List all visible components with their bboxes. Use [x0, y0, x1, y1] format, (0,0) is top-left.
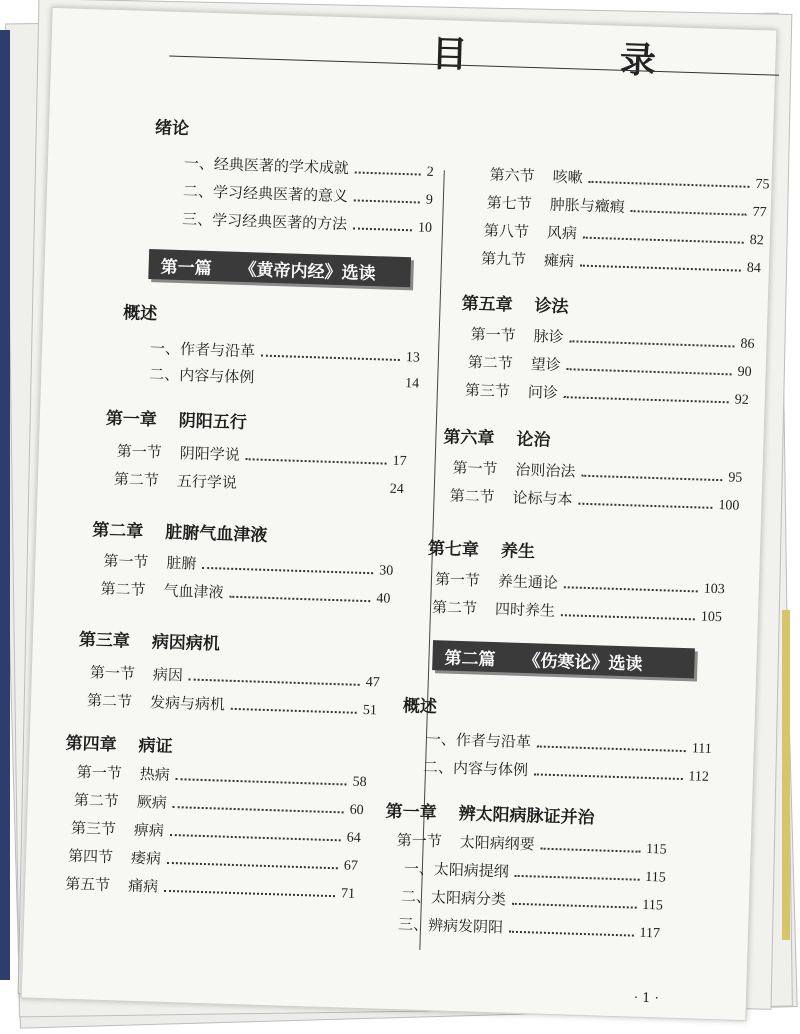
- chapter-number: 第一章: [105, 408, 158, 431]
- part-title: 《黄帝内经》选读: [239, 259, 376, 284]
- section-number: 第六节: [489, 165, 535, 186]
- section-title: 望诊: [530, 355, 562, 375]
- leader-dots: [231, 708, 357, 714]
- page-title: 目 录: [430, 32, 727, 85]
- section-number: 第一节: [470, 325, 516, 345]
- toc-entry-page: 112: [688, 769, 710, 785]
- chapter-title: 辨太阳病脉证并治: [458, 804, 595, 829]
- chapter-heading[interactable]: [65, 729, 173, 757]
- toc-entry-page: 95: [728, 470, 743, 486]
- toc-entry[interactable]: [449, 485, 740, 516]
- toc-entry[interactable]: [426, 728, 713, 759]
- toc-entry[interactable]: [116, 440, 407, 471]
- section-number: 第一节: [452, 458, 498, 479]
- section-title: 痹病: [133, 820, 165, 840]
- toc-entry-page: 115: [645, 841, 667, 858]
- toc-entry-label: 二、太阳病分类: [400, 887, 507, 909]
- section-title: 问诊: [527, 382, 559, 402]
- toc-entry-label: 二、学习经典医著的意义: [182, 182, 349, 206]
- section-number: 第二节: [73, 790, 120, 811]
- leader-dots: [170, 834, 341, 841]
- leader-dots: [567, 368, 732, 375]
- toc-entry-page: 103: [703, 581, 726, 598]
- chapter-number: 第四章: [65, 733, 117, 756]
- toc-entry-page: 17: [392, 453, 407, 470]
- leader-dots: [164, 890, 335, 897]
- leader-dots: [537, 745, 686, 752]
- toc-entry[interactable]: [470, 323, 755, 354]
- section-title: 四时养生: [494, 600, 556, 620]
- leader-dots: [355, 171, 421, 175]
- book-cover-edge: [0, 30, 10, 980]
- section-number: 第四节: [67, 846, 114, 867]
- section-title: 阴阳学说: [179, 444, 241, 464]
- section-title: 厥病: [136, 792, 168, 812]
- section-number: 第二节: [86, 691, 133, 711]
- toc-page: [21, 7, 778, 1021]
- overview-heading: 概述: [402, 696, 438, 718]
- chapter-number: 第二章: [92, 520, 144, 542]
- leader-dots: [354, 199, 420, 203]
- toc-entry-page: 75: [755, 177, 770, 193]
- toc-entry[interactable]: [100, 578, 391, 609]
- toc-entry-page: 84: [746, 260, 762, 277]
- part-banner: [432, 640, 695, 678]
- part-number: 第二篇: [444, 648, 496, 670]
- chapter-number: 第六章: [443, 427, 495, 449]
- section-number: 第一节: [103, 551, 149, 572]
- toc-entry-page: 9: [425, 192, 434, 208]
- toc-entry[interactable]: [467, 351, 752, 382]
- toc-entry-page: 111: [691, 741, 712, 757]
- toc-entry[interactable]: [90, 661, 381, 692]
- toc-entry-page: 115: [644, 869, 666, 886]
- toc-entry-label: 二、内容与体例: [148, 365, 255, 387]
- section-number: 第一节: [396, 831, 443, 851]
- toc-entry[interactable]: [398, 913, 661, 943]
- toc-entry[interactable]: [452, 457, 743, 488]
- toc-entry-label: 三、辨病发阴阳: [397, 915, 504, 937]
- toc-entry[interactable]: [435, 568, 726, 599]
- leader-dots: [541, 848, 640, 853]
- chapter-title: 论治: [516, 429, 551, 451]
- leader-dots: [570, 340, 735, 347]
- toc-entry-page: 47: [365, 675, 380, 691]
- toc-entry-page: 40: [376, 591, 391, 607]
- toc-entry-label: 二、内容与体例: [422, 757, 529, 780]
- toc-entry-page: 60: [349, 802, 364, 819]
- section-number: 第二节: [431, 598, 478, 618]
- section-title: 论标与本: [512, 488, 573, 509]
- part-banner: [148, 249, 411, 287]
- leader-dots: [512, 903, 637, 909]
- intro-heading: 绪论: [154, 118, 190, 140]
- section-number: 第二节: [467, 353, 514, 373]
- toc-entry-page: 117: [639, 925, 661, 942]
- toc-entry[interactable]: [486, 192, 767, 223]
- toc-entry-label: 一、经典医著的学术成就: [183, 154, 350, 178]
- toc-entry-page: 82: [749, 232, 764, 249]
- section-title: 五行学说: [176, 472, 238, 492]
- toc-entry-page: 100: [718, 498, 740, 514]
- section-number: 第二节: [100, 579, 146, 600]
- section-title: 痿病: [130, 848, 162, 868]
- toc-entry-page: 2: [426, 164, 434, 180]
- section-title: 脉诊: [533, 327, 564, 347]
- leader-dots: [515, 875, 640, 881]
- chapter-title: 病因病机: [151, 632, 221, 655]
- chapter-heading[interactable]: [79, 625, 221, 654]
- leader-dots: [589, 181, 750, 188]
- toc-entry[interactable]: [401, 885, 664, 915]
- toc-entry[interactable]: [71, 817, 362, 848]
- toc-entry-page: 115: [642, 897, 664, 914]
- chapter-heading[interactable]: [428, 534, 536, 562]
- section-title: 脏腑: [166, 553, 197, 573]
- toc-entry[interactable]: [87, 689, 378, 720]
- section-number: 第三节: [70, 818, 117, 839]
- section-title: 风病: [546, 223, 578, 243]
- leader-dots: [583, 237, 744, 244]
- toc-entry[interactable]: [396, 829, 667, 859]
- toc-entry-page: 77: [752, 204, 767, 221]
- section-title: 气血津液: [163, 581, 224, 602]
- toc-entry-page: 92: [734, 392, 749, 408]
- chapter-number: 第五章: [461, 293, 513, 316]
- leader-dots: [561, 614, 695, 620]
- section-number: 第一节: [116, 442, 163, 462]
- toc-entry-page: 30: [378, 563, 394, 579]
- chapter-number: 第三章: [78, 630, 131, 652]
- leader-dots: [173, 806, 344, 813]
- toc-entry[interactable]: [65, 873, 356, 904]
- toc-entry-page: 14: [404, 376, 420, 392]
- leader-dots: [261, 355, 400, 361]
- toc-entry[interactable]: [76, 761, 367, 792]
- toc-entry-page: 10: [417, 220, 433, 236]
- chapter-heading[interactable]: [92, 515, 268, 545]
- toc-entry[interactable]: [150, 337, 421, 367]
- part-title: 《伤寒论》选读: [523, 650, 643, 675]
- toc-entry-page: 13: [405, 350, 421, 366]
- section-number: 第九节: [480, 249, 527, 269]
- section-title: 热病: [139, 764, 171, 784]
- toc-entry-page: 67: [343, 858, 359, 874]
- toc-entry-label: 三、学习经典医著的方法: [181, 210, 348, 234]
- toc-entry[interactable]: [114, 468, 405, 499]
- chapter-number: 第一章: [385, 801, 437, 824]
- section-title: 发病与病机: [149, 693, 226, 714]
- leader-dots: [534, 773, 682, 780]
- leader-dots: [176, 778, 347, 785]
- leader-dots: [229, 596, 370, 602]
- chapter-title: 养生: [500, 541, 536, 563]
- section-number: 第八节: [483, 221, 530, 241]
- leader-dots: [189, 678, 360, 685]
- leader-dots: [564, 586, 698, 592]
- toc-entry[interactable]: [484, 220, 765, 251]
- toc-entry[interactable]: [432, 596, 723, 627]
- chapter-title: 病证: [138, 735, 173, 757]
- toc-entry-label: 一、作者与沿革: [425, 729, 532, 752]
- leader-dots: [564, 396, 729, 403]
- leader-dots: [353, 227, 412, 231]
- toc-entry-page: 51: [362, 702, 378, 719]
- toc-entry[interactable]: [74, 789, 365, 820]
- part-number: 第一篇: [160, 256, 212, 279]
- leader-dots: [246, 458, 387, 464]
- section-number: 第七节: [486, 193, 533, 214]
- toc-entry[interactable]: [423, 756, 710, 787]
- book-cover-edge: [782, 610, 790, 940]
- section-title: 太阳病纲要: [459, 833, 536, 854]
- toc-entry-page: 90: [737, 364, 752, 381]
- toc-entry[interactable]: [182, 208, 433, 238]
- section-title: 肿胀与癥瘕: [549, 195, 626, 216]
- toc-entry-page: 71: [340, 886, 356, 902]
- section-title: 治则治法: [515, 460, 576, 481]
- toc-entry[interactable]: [404, 857, 667, 887]
- section-number: 第一节: [76, 763, 123, 783]
- leader-dots: [581, 475, 722, 481]
- chapter-title: 诊法: [534, 296, 569, 318]
- leader-dots: [578, 503, 712, 509]
- chapter-heading[interactable]: [443, 422, 551, 450]
- chapter-title: 脏腑气血津液: [164, 522, 268, 546]
- toc-entry-page: 64: [346, 830, 362, 846]
- leader-dots: [631, 210, 747, 216]
- toc-entry-page: 86: [740, 336, 755, 353]
- toc-entry[interactable]: [489, 164, 770, 195]
- section-title: 病因: [152, 665, 184, 685]
- toc-entry[interactable]: [183, 180, 434, 210]
- leader-dots: [580, 265, 741, 272]
- toc-entry[interactable]: [103, 550, 394, 581]
- section-number: 第二节: [449, 486, 495, 506]
- section-title: 咳嗽: [552, 167, 583, 187]
- leader-dots: [202, 567, 373, 574]
- toc-entry[interactable]: [184, 152, 435, 182]
- leader-dots: [509, 931, 634, 937]
- toc-entry[interactable]: [481, 247, 762, 278]
- chapter-title: 阴阳五行: [178, 411, 248, 434]
- toc-entry-label: 一、太阳病提纲: [403, 859, 510, 881]
- section-number: 第一节: [89, 663, 136, 683]
- section-title: 养生通论: [497, 572, 559, 593]
- toc-entry-label: 一、作者与沿革: [149, 339, 256, 361]
- toc-entry[interactable]: [68, 845, 359, 876]
- page-number: · 1 ·: [633, 990, 659, 1007]
- leader-dots: [167, 862, 338, 869]
- toc-entry[interactable]: [149, 363, 420, 393]
- toc-entry[interactable]: [465, 379, 750, 410]
- toc-entry-page: 58: [352, 774, 367, 791]
- chapter-heading[interactable]: [106, 404, 248, 433]
- section-number: 第二节: [113, 470, 160, 490]
- section-title: 瘫病: [543, 251, 575, 271]
- section-number: 第一节: [434, 570, 481, 590]
- chapter-heading[interactable]: [461, 289, 569, 317]
- section-number: 第五节: [64, 874, 111, 895]
- chapter-number: 第七章: [427, 538, 480, 561]
- section-number: 第三节: [464, 381, 511, 401]
- chapter-heading[interactable]: [385, 797, 595, 829]
- overview-heading: 概述: [122, 303, 158, 325]
- toc-entry-page: 24: [389, 481, 405, 498]
- section-title: 痛病: [127, 876, 159, 896]
- toc-entry-page: 105: [700, 609, 723, 626]
